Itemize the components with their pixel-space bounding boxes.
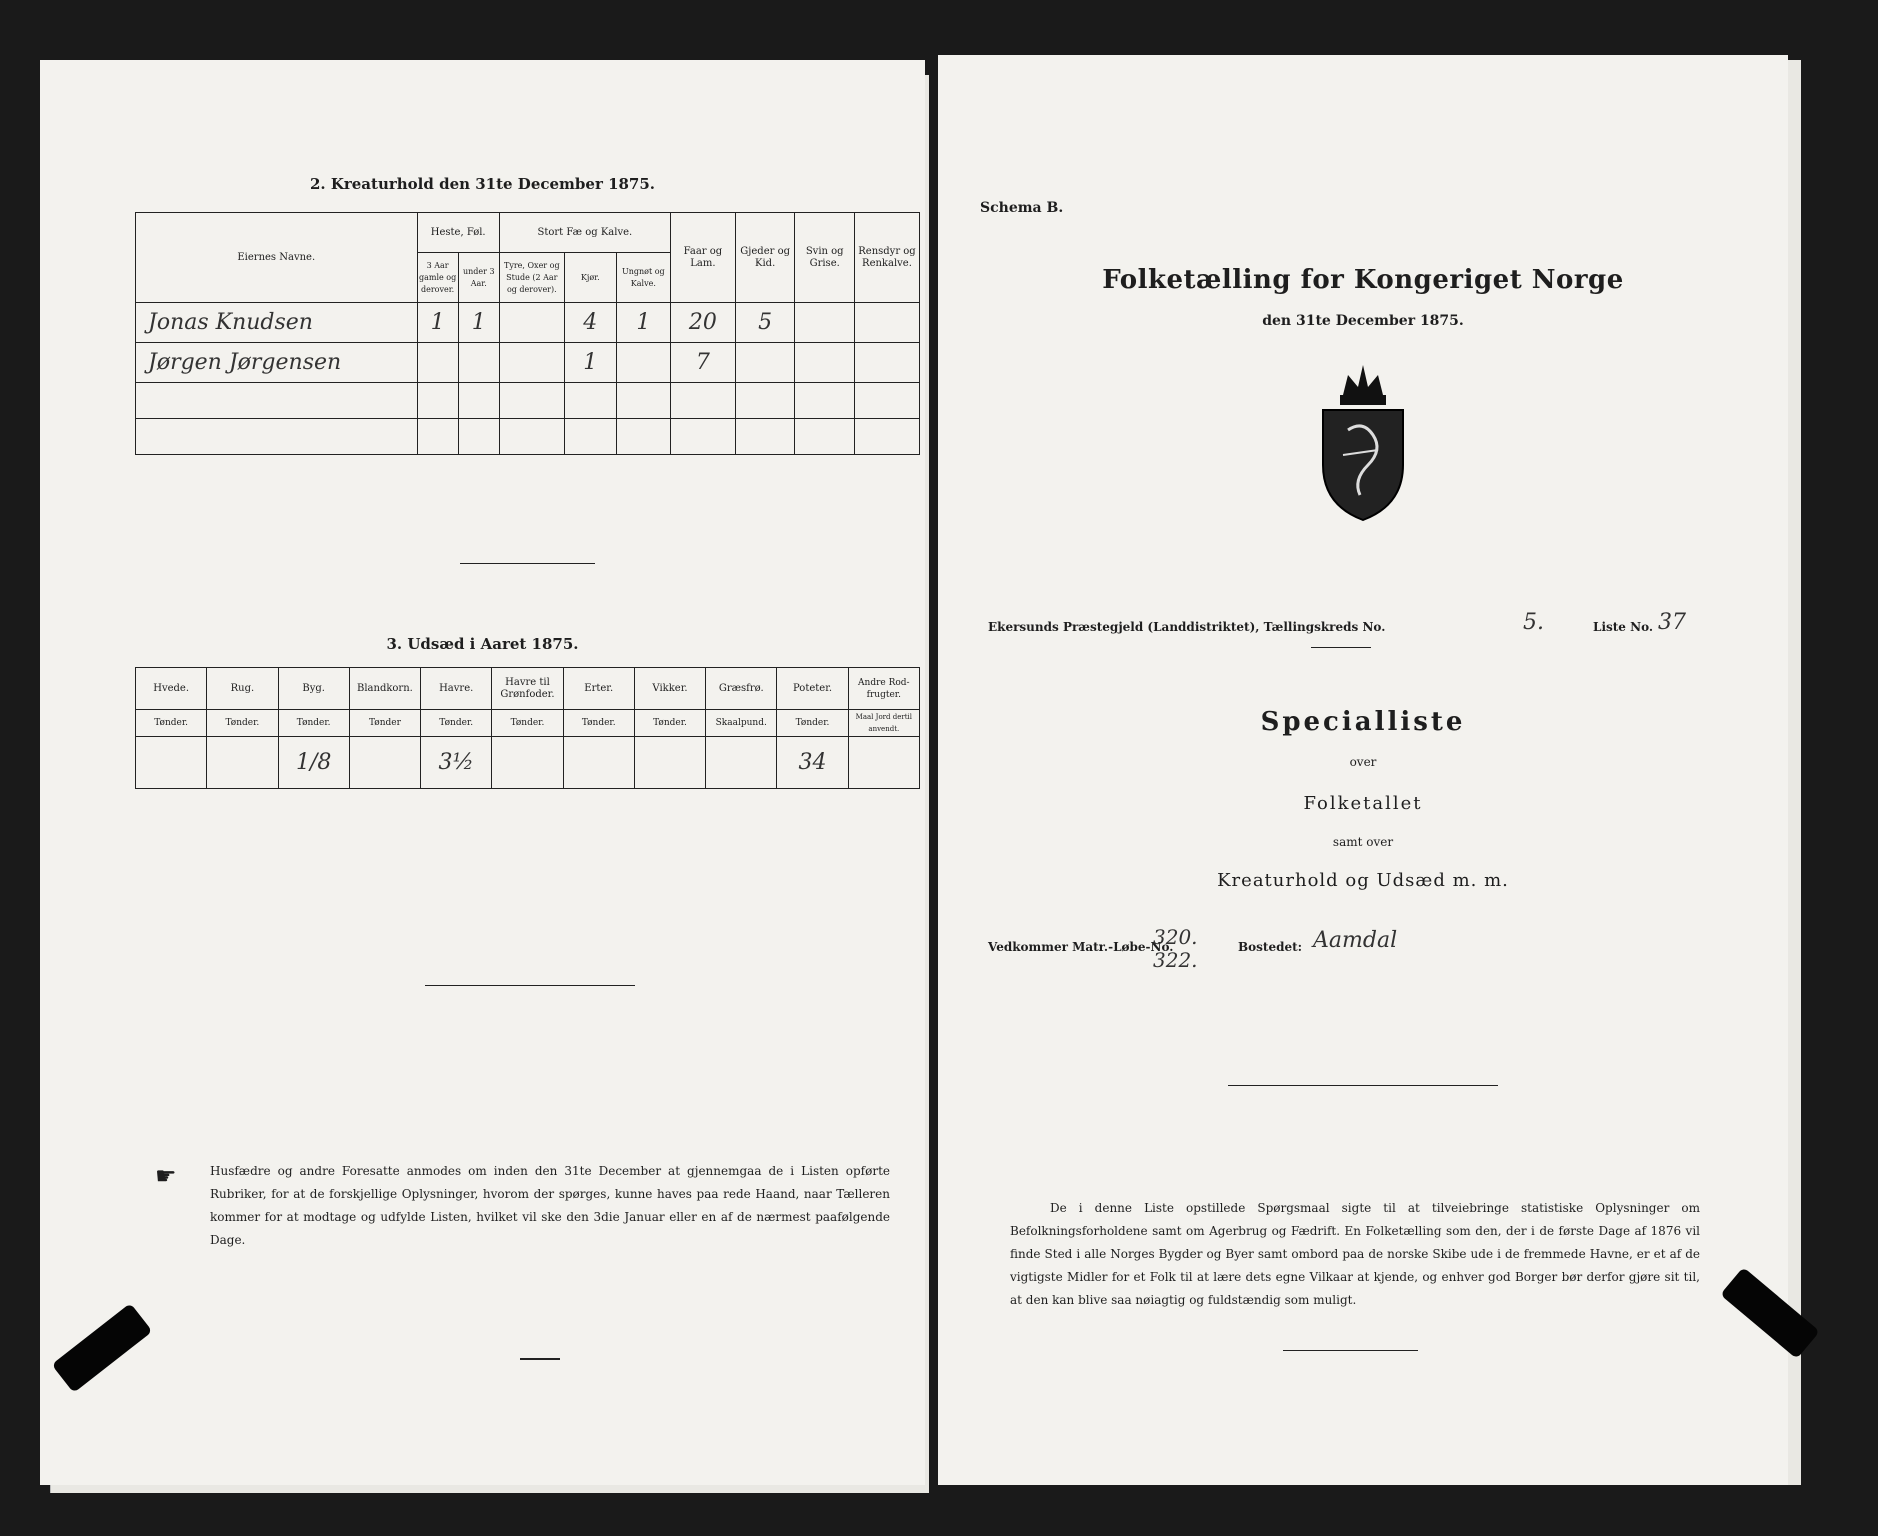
left-page (40, 60, 925, 1485)
seed-col-header: Byg. (278, 668, 349, 710)
cell: 1 (616, 303, 670, 343)
cell (458, 343, 499, 383)
cell (795, 303, 855, 343)
cell (417, 343, 458, 383)
seed-col-unit: Tønder. (777, 710, 848, 737)
livestock-table (135, 212, 920, 455)
owner-header: Eiernes Navne. (136, 213, 418, 303)
cell (735, 343, 795, 383)
sheep-header: Faar og Lam. (670, 213, 735, 303)
cell (795, 343, 855, 383)
cattle-b-header: Kjør. (564, 253, 616, 303)
list-number: 37 (1658, 610, 1686, 635)
divider (425, 985, 635, 986)
notice-text: Husfædre og andre Foresatte anmodes om inden den 31te December at gjennemgaa de i Listen opførte Rubriker, for at de forskjellige Oplysninger, hvorom der spørges, kunne haves paa rede Haand, naar Tælleren kommer for at modtage og udfylde Listen, hvilket vil ske den 3die Januar eller en af de nærmest paafølgende Dage. (210, 1164, 890, 1247)
seed-header-row (136, 668, 920, 710)
seed-value-cell (136, 737, 207, 789)
seed-col-unit: Tønder. (136, 710, 207, 737)
matr-number-1: 320. (1153, 925, 1198, 949)
seed-col-unit: Tønder. (207, 710, 278, 737)
date-line: den 31te December 1875. (1262, 313, 1464, 329)
seed-value-cell (207, 737, 278, 789)
pointing-hand-icon: ☛ (155, 1162, 177, 1190)
seed-value-cell (349, 737, 420, 789)
seed-value-cell: 3½ (421, 737, 492, 789)
seed-value-cell (848, 737, 919, 789)
seed-value-row (136, 737, 920, 789)
owner-name: Jørgen Jørgensen (136, 343, 418, 383)
footer-text: De i denne Liste opstillede Spørgsmaal sigte til at tilveiebringe statistiske Oplysninger om Befolkningsforholdene samt om Agerbrug og Fædrift. En Folketælling som den, der i de første Dage af 1876 vil finde Sted i alle Norges Bygder og Byer samt ombord paa de norske Skibe ude i de fremmede Havne, er et af de vigtigste Midler for et Folk til at lære dets egne Vilkaar at kjende, og enhver god Borger bør derfor gjøre sit til, at den kan blive saa nøiagtig og fuldstændig som muligt. (1010, 1201, 1700, 1307)
goats-header: Gjeder og Kid. (735, 213, 795, 303)
bosted-value: Aamdal (1313, 928, 1398, 953)
divider (1283, 1350, 1418, 1351)
section3-title: 3. Udsæd i Aaret 1875. (386, 635, 579, 653)
table-row (136, 343, 920, 383)
seed-col-unit: Maal Jord dertil anvendt. (848, 710, 919, 737)
district-label: Ekersunds Præstegjeld (Landdistriktet), Tællingskreds No. (988, 620, 1386, 634)
main-title: Folketælling for Kongeriget Norge (1102, 265, 1624, 295)
table-row (136, 383, 920, 419)
seed-col-header: Rug. (207, 668, 278, 710)
cell: 20 (670, 303, 735, 343)
seed-value-cell (563, 737, 634, 789)
seed-col-header: Havre til Grønfoder. (492, 668, 563, 710)
district-number: 5. (1523, 610, 1544, 635)
seed-unit-row (136, 710, 920, 737)
seed-col-header: Vikker. (634, 668, 705, 710)
folketallet-label: Folketallet (1303, 793, 1423, 814)
seed-value-cell (706, 737, 777, 789)
cell: 1 (458, 303, 499, 343)
matr-label: Vedkommer Matr.-Løbe-No. (988, 940, 1174, 954)
cell: 1 (417, 303, 458, 343)
seed-col-unit: Tønder. (492, 710, 563, 737)
cell: 4 (564, 303, 616, 343)
coat-of-arms-icon (1298, 355, 1428, 525)
seed-col-unit: Skaalpund. (706, 710, 777, 737)
divider (460, 563, 595, 564)
seed-value-cell: 1/8 (278, 737, 349, 789)
horses-a-header: 3 Aar gamle og derover. (417, 253, 458, 303)
seed-col-header: Andre Rod-frugter. (848, 668, 919, 710)
seed-col-header: Græsfrø. (706, 668, 777, 710)
horses-header: Heste, Føl. (417, 213, 499, 253)
over-label: over (1349, 755, 1377, 769)
cattle-c-header: Ungnøt og Kalve. (616, 253, 670, 303)
divider (1228, 1085, 1498, 1086)
matr-number-2: 322. (1153, 948, 1198, 972)
cell (854, 343, 919, 383)
seed-col-header: Hvede. (136, 668, 207, 710)
right-page (938, 55, 1788, 1485)
seed-table (135, 667, 920, 789)
horses-b-header: under 3 Aar. (458, 253, 499, 303)
seed-col-unit: Tønder (349, 710, 420, 737)
seed-value-cell: 34 (777, 737, 848, 789)
seed-value-cell (492, 737, 563, 789)
seed-col-header: Havre. (421, 668, 492, 710)
cell: 7 (670, 343, 735, 383)
cell: 1 (564, 343, 616, 383)
cell (616, 343, 670, 383)
table-row (136, 419, 920, 455)
seed-value-cell (634, 737, 705, 789)
schema-label: Schema B. (980, 200, 1064, 216)
bosted-label: Bostedet: (1238, 940, 1303, 954)
samt-over-label: samt over (1332, 835, 1394, 849)
kreaturhold-label: Kreaturhold og Udsæd m. m. (1217, 870, 1509, 891)
seed-col-unit: Tønder. (563, 710, 634, 737)
section2-title: 2. Kreaturhold den 31te December 1875. (309, 175, 656, 193)
seed-col-unit: Tønder. (421, 710, 492, 737)
list-label: Liste No. (1593, 620, 1654, 634)
cattle-a-header: Tyre, Oxer og Stude (2 Aar og derover). (499, 253, 564, 303)
reindeer-header: Rensdyr og Renkalve. (854, 213, 919, 303)
owner-name: Jonas Knudsen (136, 303, 418, 343)
cell (499, 303, 564, 343)
seed-col-header: Poteter. (777, 668, 848, 710)
seed-col-header: Blandkorn. (349, 668, 420, 710)
seed-col-header: Erter. (563, 668, 634, 710)
table-row (136, 303, 920, 343)
cell: 5 (735, 303, 795, 343)
divider (520, 1358, 560, 1360)
cattle-header: Stort Fæ og Kalve. (499, 213, 670, 253)
cell (854, 303, 919, 343)
divider (1311, 647, 1371, 648)
seed-col-unit: Tønder. (634, 710, 705, 737)
seed-col-unit: Tønder. (278, 710, 349, 737)
specialliste-title: Specialliste (1260, 707, 1466, 737)
pigs-header: Svin og Grise. (795, 213, 855, 303)
cell (499, 343, 564, 383)
